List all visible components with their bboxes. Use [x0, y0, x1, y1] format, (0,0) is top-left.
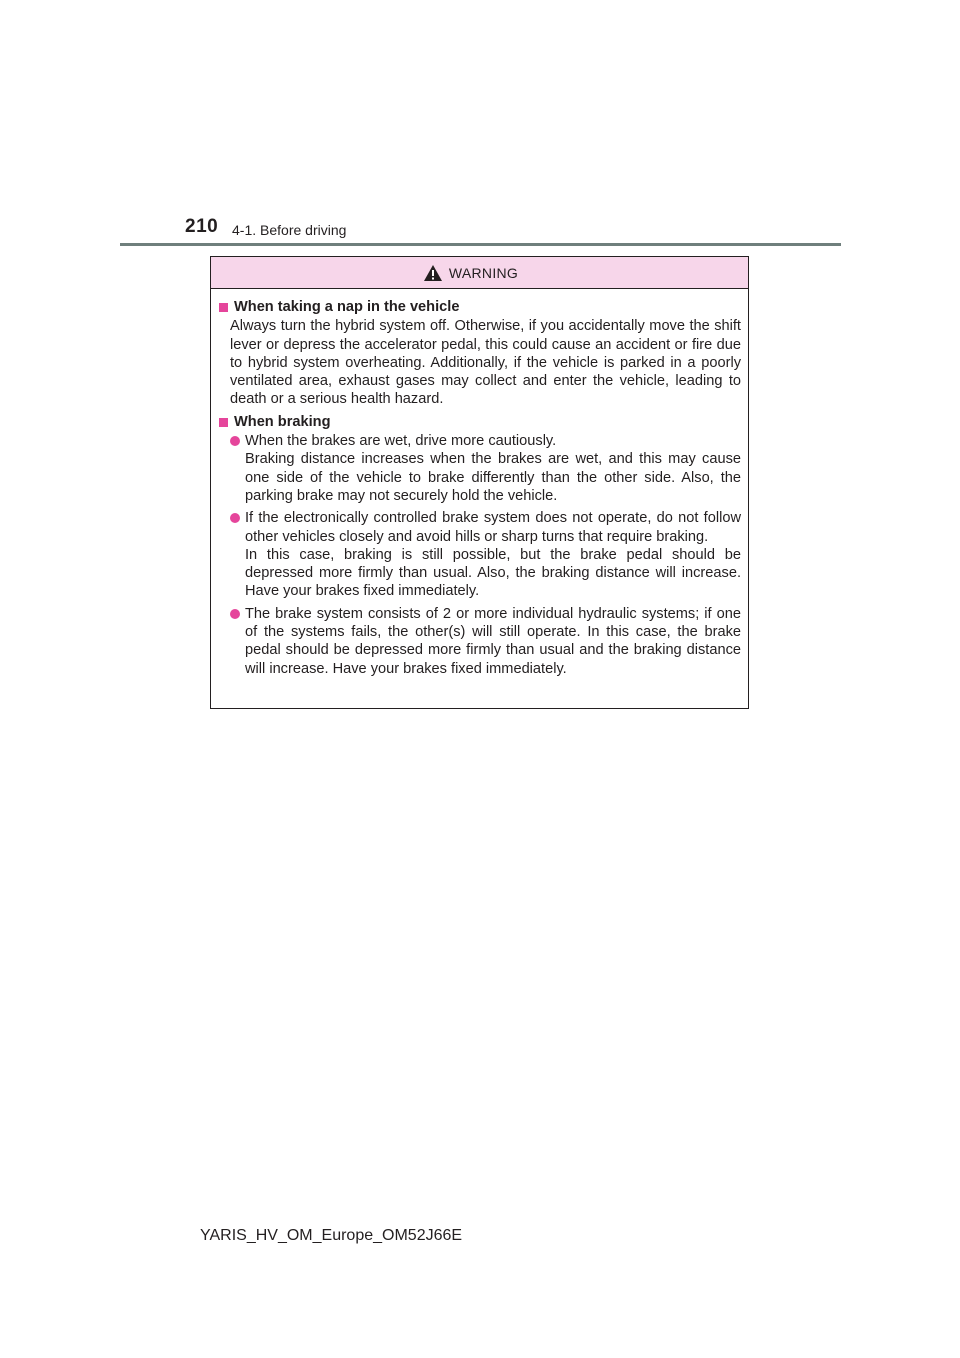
- warning-section-braking: [219, 413, 741, 678]
- square-bullet-icon: [219, 418, 228, 427]
- square-bullet-icon: [219, 303, 228, 312]
- warning-triangle-icon: [423, 264, 443, 282]
- list-item: [230, 432, 741, 505]
- list-item-line: If the electronically controlled brake system does not operate, do not follow other vehicles closely and avoid hills or sharp turns that require braking.: [245, 510, 741, 545]
- section-heading: [219, 298, 741, 316]
- list-item-line: Braking distance increases when the brakes are wet, and this may cause one side of the vehicle to brake differently than the other side. Also, the parking brake may not securely hold the vehicle.: [245, 451, 741, 504]
- circle-bullet-icon: [230, 513, 240, 523]
- section-paragraph: Always turn the hybrid system off. Otherwise, if you accidentally move the shift lever or depress the accelerator pedal, this could cause an accident or fire due to hybrid system overheating. Additionally, if the vehicle is parked in a poorly ventilated area, exhaust gases may collect and enter the vehicle, leading to death or a serious health hazard.: [230, 318, 741, 408]
- list-item-line: The brake system consists of 2 or more individual hydraulic systems; if one of the systems fails, the other(s) will still operate. In this case, the brake pedal should be depressed more firmly than usual and the braking distance will increase. Have your brakes fixed immediately.: [245, 605, 741, 677]
- warning-body: [211, 289, 748, 678]
- section-heading-text: When braking: [234, 413, 331, 430]
- list-item-line: In this case, braking is still possible, but the brake pedal should be depressed more firmly than usual. Also, the braking distance will increase. Have your brakes fixed immediately.: [245, 546, 741, 600]
- section-heading: [219, 413, 741, 431]
- warning-box: [210, 256, 749, 709]
- list-item-line: When the brakes are wet, drive more cautiously.: [245, 433, 557, 450]
- section-heading-text: When taking a nap in the vehicle: [234, 299, 460, 315]
- circle-bullet-icon: [230, 436, 240, 446]
- document-code: YARIS_HV_OM_Europe_OM52J66E: [200, 1227, 463, 1244]
- warning-header: [211, 257, 748, 289]
- list-item: [230, 509, 741, 600]
- list-item: [230, 605, 741, 678]
- warning-label: WARNING: [448, 264, 519, 281]
- warning-section-nap: [219, 298, 741, 409]
- page-number: 210: [185, 216, 219, 237]
- header-rule: [120, 243, 841, 246]
- section-title: 4-1. Before driving: [232, 222, 347, 238]
- circle-bullet-icon: [230, 609, 240, 619]
